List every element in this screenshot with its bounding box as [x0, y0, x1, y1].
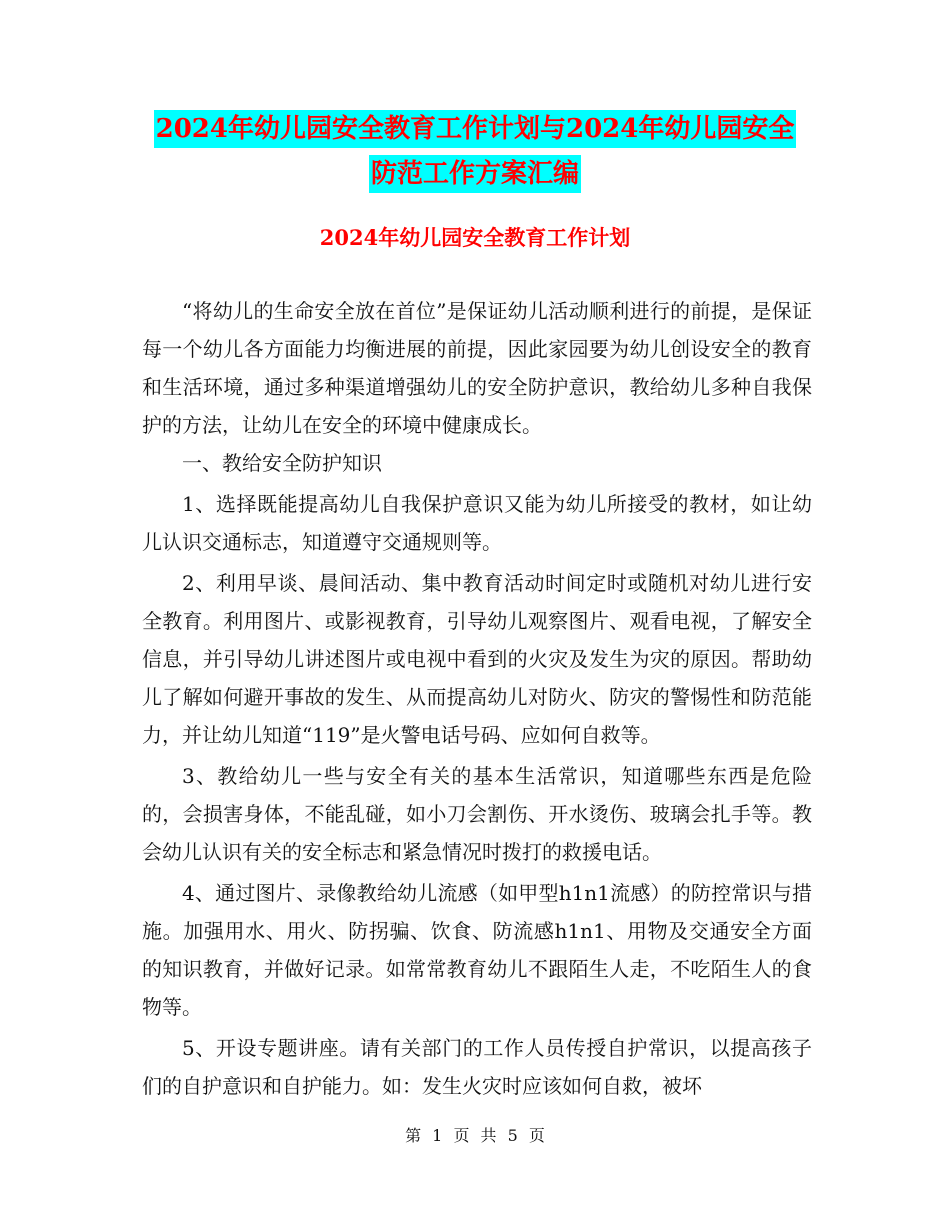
page-footer: 第 1 页 共 5 页 — [405, 1126, 545, 1145]
title-line-2: 防范工作方案汇编 — [369, 155, 581, 193]
paragraph-item-5: 5、开设专题讲座。请有关部门的工作人员传授自护常识，以提高孩子们的自护意识和自护能力。如：发生火灾时应该如何自救，被坏 — [142, 1036, 812, 1098]
intro-paragraph: “将幼儿的生命安全放在首位”是保证幼儿活动顺利进行的前提，是保证每一个幼儿各方面能力均衡进展的前提，因此家园要为幼儿创设安全的教育和生活环境，通过多种渠道增强幼儿的安全防护意识，教给幼儿多种自我保护的方法，让幼儿在安全的环境中健康成长。 — [142, 299, 812, 437]
paragraph-item-2: 2、利用早谈、晨间活动、集中教育活动时间定时或随机对幼儿进行安全教育。利用图片、或影视教育，引导幼儿观察图片、观看电视，了解安全信息，并引导幼儿讲述图片或电视中看到的火灾及发生为灾的原因。帮助幼儿了解如何避开事故的发生、从而提高幼儿对防火、防灾的警惕性和防范能力，并让幼儿知道“119”是火警电话号码、应如何自救等。 — [142, 571, 812, 747]
document-title — [0, 110, 950, 200]
section-title: 2024年幼儿园安全教育工作计划 — [319, 225, 631, 250]
paragraph-item-4: 4、通过图片、录像教给幼儿流感（如甲型h1n1流感）的防控常识与措施。加强用水、用火、防拐骗、饮食、防流感h1n1、用物及交通安全方面的知识教育，并做好记录。如常常教育幼儿不跟陌生人走，不吃陌生人的食物等。 — [142, 881, 812, 1019]
paragraph-item-3: 3、教给幼儿一些与安全有关的基本生活常识，知道哪些东西是危险的，会损害身体，不能乱碰，如小刀会割伤、开水烫伤、玻璃会扎手等。教会幼儿认识有关的安全标志和紧急情况时拨打的救援电话。 — [142, 764, 812, 864]
section-heading-1: 一、教给安全防护知识 — [182, 451, 382, 475]
paragraph-item-1: 1、选择既能提高幼儿自我保护意识又能为幼儿所接受的教材，如让幼儿认识交通标志，知道遵守交通规则等。 — [142, 492, 812, 554]
title-line-1: 2024年幼儿园安全教育工作计划与2024年幼儿园安全 — [154, 110, 797, 148]
document-body — [142, 292, 812, 1105]
